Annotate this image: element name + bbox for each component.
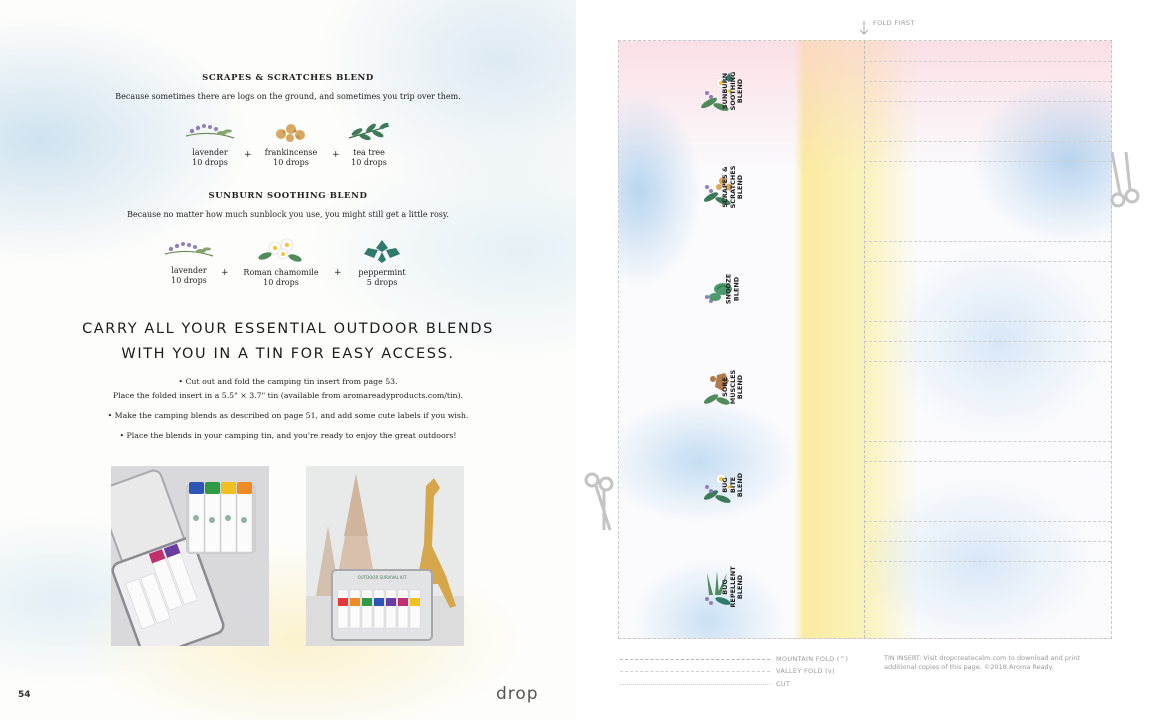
scissors-icon xyxy=(1104,150,1144,212)
scissors-icon xyxy=(580,470,620,532)
fold-line xyxy=(864,141,1111,142)
label-line: SNOOZE xyxy=(724,273,733,305)
headline: CARRY ALL YOUR ESSENTIAL OUTDOOR BLENDS xyxy=(82,321,494,337)
frankincense-icon xyxy=(271,118,311,144)
legend-valley-fold: VALLEY FOLD (v) xyxy=(776,667,835,675)
fold-line xyxy=(864,361,1111,362)
ingredient-amount: 10 drops xyxy=(192,158,228,167)
label-line: MUSCLES xyxy=(728,369,737,405)
ingredient-name: frankincense xyxy=(264,148,318,157)
fold-line xyxy=(864,261,1111,262)
fold-line xyxy=(864,61,1111,62)
ingredient-amount: 5 drops xyxy=(366,278,398,287)
fold-line xyxy=(864,321,1111,322)
label-line: BUG xyxy=(720,579,729,595)
tea-tree-icon xyxy=(345,118,393,144)
headline: WITH YOU IN A TIN FOR EASY ACCESS. xyxy=(121,346,455,362)
ingredient-lavender xyxy=(165,118,255,168)
closed-tin-photo xyxy=(306,466,464,646)
legend-cut: CUT xyxy=(776,680,791,688)
label-bug-repellent xyxy=(699,555,779,619)
ingredient-amount: 10 drops xyxy=(171,276,207,285)
fold-line xyxy=(864,541,1111,542)
label-bug-bite xyxy=(699,453,779,517)
label-line: SCRATCHES xyxy=(728,165,737,209)
label-snooze xyxy=(699,257,779,321)
label-line: BLEND xyxy=(735,374,744,400)
tin-insert-note: TIN INSERT: Visit dropcreatecalm.com to download and print additional copies of this page. ©2018 Aroma Ready. xyxy=(884,654,1081,671)
tin-lid-text: OUTDOOR SURVIVAL KIT xyxy=(357,575,407,580)
fold-line xyxy=(864,101,1111,102)
fold-line xyxy=(864,161,1111,162)
label-line: BLEND xyxy=(732,276,740,302)
plus-sign: + xyxy=(334,268,342,278)
plus-sign: + xyxy=(221,268,229,278)
label-line: BLEND xyxy=(735,574,744,600)
fold-line xyxy=(864,561,1111,562)
fold-line xyxy=(864,341,1111,342)
ingredient-name: Roman chamomile xyxy=(243,268,319,277)
step-text: • Place the blends in your camping tin, and you're ready to enjoy the great outdoors! xyxy=(119,431,457,440)
ingredient-name: peppermint xyxy=(358,268,406,277)
label-line: SUNBURN xyxy=(720,72,729,110)
label-line: REPELLENT xyxy=(728,566,737,608)
blend-title: SUNBURN SOOTHING BLEND xyxy=(208,191,368,201)
valley-fold-line xyxy=(620,671,770,672)
page-number: 54 xyxy=(18,690,31,700)
ingredient-frankincense xyxy=(246,118,336,168)
label-sunburn-soothing xyxy=(699,59,779,123)
step-text: • Make the camping blends as described on page 51, and add some cute labels if you wish. xyxy=(107,411,469,420)
tin-insert-card xyxy=(618,40,1112,639)
label-line: SORE xyxy=(720,377,729,397)
brand-logo: drop xyxy=(496,684,539,704)
plus-sign: + xyxy=(332,150,340,160)
right-page xyxy=(576,0,1152,720)
fold-line xyxy=(864,81,1111,82)
label-line: SCRAPES & xyxy=(720,166,729,208)
plus-sign: + xyxy=(244,150,252,160)
blend-description: Because sometimes there are logs on the ground, and sometimes you trip over them. xyxy=(115,92,461,101)
ingredient-tea-tree xyxy=(324,118,414,168)
label-line: BUG xyxy=(720,477,729,493)
ingredient-peppermint xyxy=(337,236,427,288)
peppermint-icon xyxy=(358,236,406,264)
blend-description: Because no matter how much sunblock you use, you might still get a little rosy. xyxy=(127,210,449,219)
fold-first-label: FOLD FIRST xyxy=(873,19,915,27)
fold-line xyxy=(864,521,1111,522)
legend-mountain-fold: MOUNTAIN FOLD (^) xyxy=(776,655,849,663)
fold-line xyxy=(864,41,865,638)
label-line: BLEND xyxy=(735,78,744,104)
label-scrapes-scratches xyxy=(699,155,779,219)
cut-line xyxy=(620,684,770,685)
chamomile-icon xyxy=(257,236,305,264)
ingredient-roman-chamomile xyxy=(236,236,326,288)
blend-title: SCRAPES & SCRATCHES BLEND xyxy=(202,73,374,83)
ingredient-amount: 10 drops xyxy=(263,278,299,287)
ingredient-name: tea tree xyxy=(353,148,385,157)
label-sore-muscles xyxy=(699,355,779,419)
fold-line xyxy=(864,241,1111,242)
fold-line xyxy=(864,441,1111,442)
mountain-fold-line xyxy=(620,659,770,660)
open-tin-photo xyxy=(111,466,269,646)
label-line: BLEND xyxy=(735,174,744,200)
ingredient-amount: 10 drops xyxy=(273,158,309,167)
step-text: • Cut out and fold the camping tin insert from page 53. xyxy=(178,377,398,386)
step-text: Place the folded insert in a 5.5" × 3.7" tin (available from aromareadyproducts.com/tin). xyxy=(112,391,464,400)
ingredient-lavender xyxy=(144,236,234,286)
lavender-icon xyxy=(161,236,217,262)
label-line: BLEND xyxy=(735,472,744,498)
ingredient-amount: 10 drops xyxy=(351,158,387,167)
label-line: BITE xyxy=(728,476,737,494)
label-line: SOOTHING xyxy=(728,71,737,111)
arrow-down-icon xyxy=(859,20,869,36)
lavender-icon xyxy=(182,118,238,144)
ingredient-name: lavender xyxy=(192,148,228,157)
ingredient-name: lavender xyxy=(171,266,207,275)
fold-line xyxy=(864,461,1111,462)
